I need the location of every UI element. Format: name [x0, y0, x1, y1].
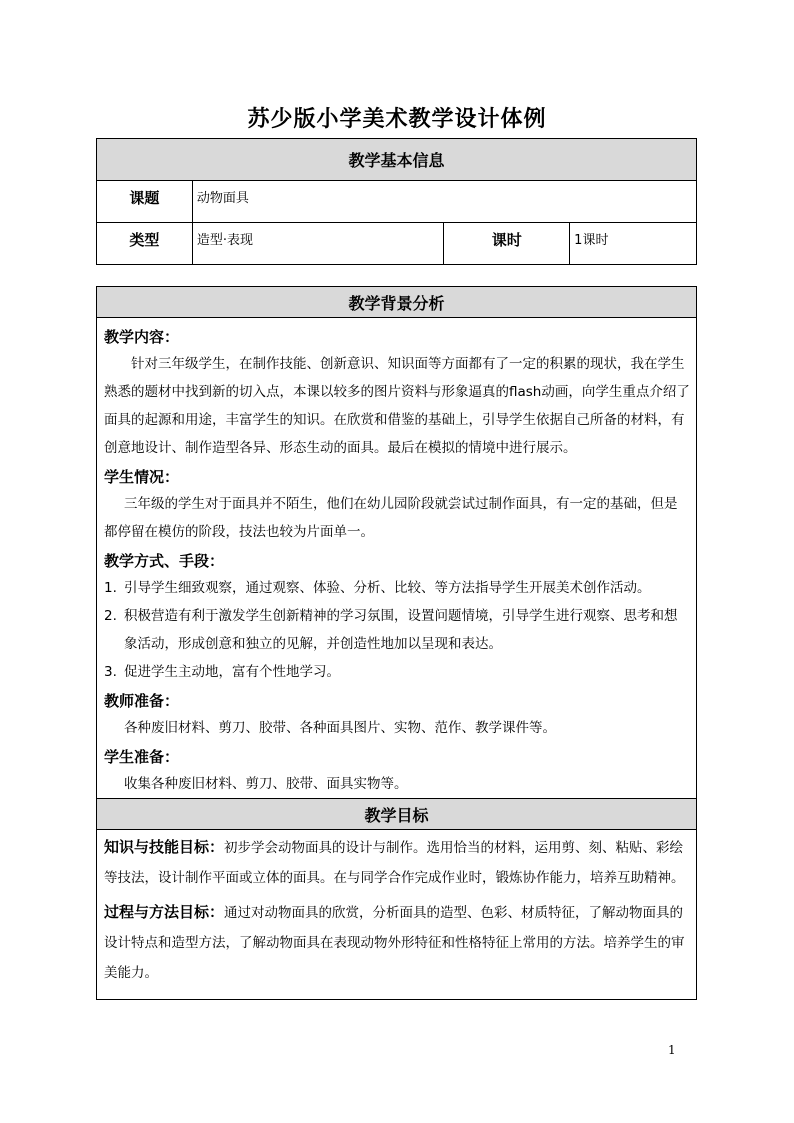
method-item — [104, 574, 690, 602]
method-text: 积极营造有利于激发学生创新精神的学习氛围，设置问题情境，引导学生进行观察、思考和想象活动，形成创意和独立的见解，并创造性地加以呈现和表达。 — [124, 608, 678, 652]
method-item — [104, 602, 690, 658]
hours-value: 1课时 — [570, 223, 697, 265]
method-number: 3. — [104, 664, 117, 680]
process-goal-text: 通过对动物面具的欣赏，分析面具的造型、色彩、材质特征，了解动物面具的设计特点和造型方法，了解动物面具在表现动物外形特征和性格特征上常用的方法。培养学生的审美能力。 — [104, 905, 685, 981]
goals-body — [97, 830, 697, 1000]
topic-label: 课题 — [97, 181, 193, 223]
analysis-table — [96, 286, 697, 1000]
type-value: 造型·表现 — [192, 223, 444, 265]
background-body — [97, 318, 697, 799]
method-item — [104, 658, 690, 686]
method-text: 促进学生主动地，富有个性地学习。 — [124, 664, 340, 680]
goals-header: 教学目标 — [97, 799, 697, 830]
process-goal — [104, 897, 690, 988]
methods-heading: 教学方式、手段： — [104, 552, 225, 570]
method-number: 1. — [104, 580, 117, 596]
teacher-prep-heading: 教师准备： — [104, 692, 180, 710]
hours-label: 课时 — [444, 223, 570, 265]
knowledge-goal-text: 初步学会动物面具的设计与制作。选用恰当的材料，运用剪、刻、粘贴、彩绘等技法，设计制作平面或立体的面具。在与同学合作完成作业时，锻炼协作能力，培养互助精神。 — [104, 840, 685, 886]
student-prep-text: 收集各种废旧材料、剪刀、胶带、面具实物等。 — [124, 776, 408, 792]
method-number: 2. — [104, 608, 117, 624]
content-text: 针对三年级学生，在制作技能、创新意识、知识面等方面都有了一定的积累的现状，我在学生熟悉的题材中找到新的切入点，本课以较多的图片资料与形象逼真的flash动画，向学生重点介绍了面具的起源和用途，丰富学生的知识。在欣赏和借鉴的基础上，引导学生依据自己所备的材料，有创意地设计、制作造型各异、形态生动的面具。最后在模拟的情境中进行展示。 — [104, 356, 690, 456]
content-heading: 教学内容： — [104, 328, 180, 346]
students-heading: 学生情况： — [104, 468, 180, 486]
basic-info-header: 教学基本信息 — [97, 139, 697, 181]
process-goal-label: 过程与方法目标： — [104, 903, 225, 921]
topic-value: 动物面具 — [192, 181, 696, 223]
teacher-prep-text: 各种废旧材料、剪刀、胶带、各种面具图片、实物、范作、教学课件等。 — [124, 720, 556, 736]
page-number: 1 — [668, 1043, 676, 1057]
method-text: 引导学生细致观察，通过观察、体验、分析、比较、等方法指导学生开展美术创作活动。 — [124, 580, 651, 596]
student-prep-heading: 学生准备： — [104, 748, 180, 766]
students-text: 三年级的学生对于面具并不陌生，他们在幼儿园阶段就尝试过制作面具，有一定的基础，但是都停留在模仿的阶段，技法也较为片面单一。 — [104, 496, 678, 540]
type-label: 类型 — [97, 223, 193, 265]
knowledge-goal-label: 知识与技能目标： — [104, 838, 225, 856]
basic-info-table — [96, 138, 697, 265]
knowledge-goal — [104, 832, 690, 893]
background-header: 教学背景分析 — [97, 287, 697, 318]
document-title: 苏少版小学美术教学设计体例 — [247, 107, 547, 132]
